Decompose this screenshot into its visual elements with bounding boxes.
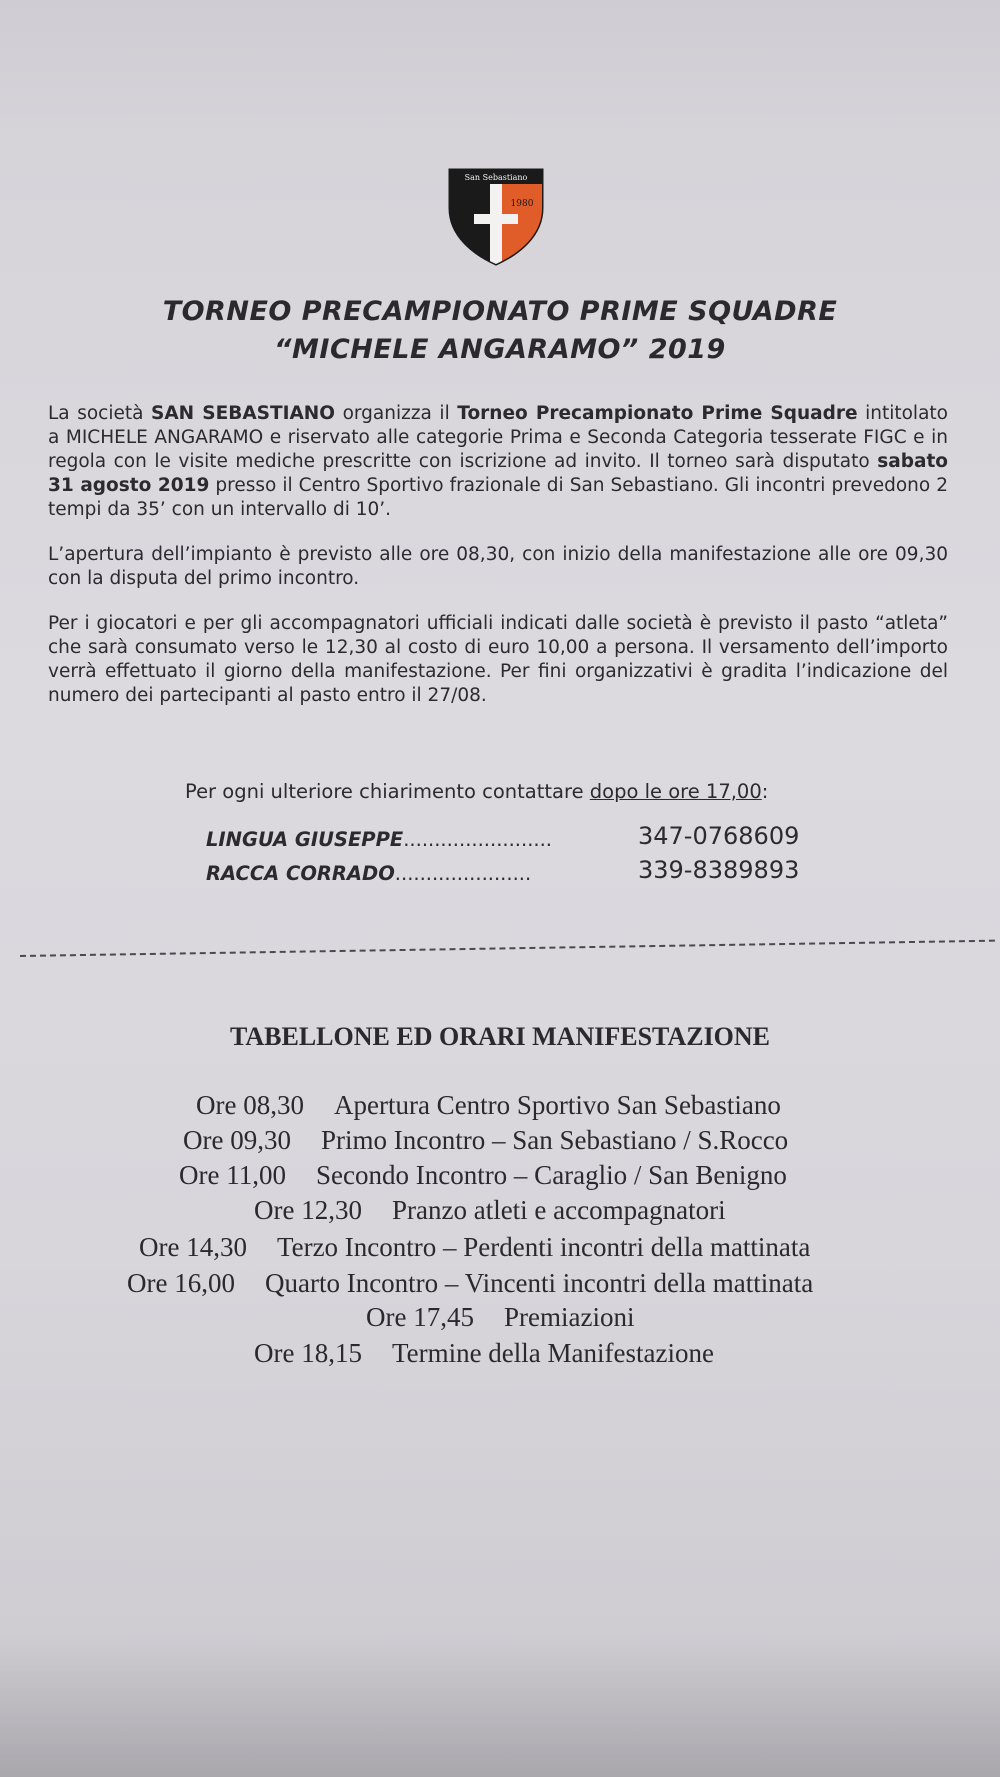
- contact-name: LINGUA GIUSEPPE: [206, 828, 404, 851]
- schedule-row: [254, 1195, 726, 1226]
- club-crest-logo: [444, 162, 548, 266]
- p1-text-3: intitolato a MICHELE ANGARAMO e riservato alle categorie Prima e Seconda Categoria tesserate FIGC e in regola con le visite mediche prescritte con iscrizione ad invito. Il torneo sarà disputato: [48, 403, 948, 472]
- contact-name: RACCA CORRADO: [206, 862, 395, 885]
- contact-intro-time: dopo le ore 17,00: [589, 780, 762, 803]
- schedule-event: Quarto Incontro – Vincenti incontri della mattinata: [264, 1268, 814, 1298]
- schedule-time: Ore 08,30: [196, 1090, 304, 1120]
- schedule-row: [196, 1090, 781, 1121]
- schedule-time: Ore 18,15: [254, 1338, 362, 1368]
- schedule-event: Termine della Manifestazione: [391, 1338, 714, 1368]
- contact-intro-text: Per ogni ulteriore chiarimento contattare: [185, 780, 590, 803]
- p1-text-1: La società: [48, 403, 152, 424]
- schedule-row: [366, 1302, 634, 1333]
- schedule-time: Ore 16,00: [127, 1268, 235, 1298]
- schedule-row: [183, 1125, 788, 1156]
- schedule-row: [179, 1160, 787, 1191]
- contact-dots: ......................: [394, 862, 532, 885]
- contact-intro-end: :: [761, 780, 769, 803]
- p1-bold-date: sabato 31 agosto 2019: [48, 451, 948, 496]
- schedule-event: Pranzo atleti e accompagnatori: [391, 1195, 726, 1225]
- main-title-line2: “MICHELE ANGARAMO” 2019: [274, 334, 726, 365]
- schedule-event: Apertura Centro Sportivo San Sebastiano: [333, 1090, 781, 1120]
- contact-phone: 347-0768609: [638, 822, 800, 850]
- main-title-line1: TORNEO PRECAMPIONATO PRIME SQUADRE: [162, 296, 838, 327]
- p1-text-4: presso il Centro Sportivo frazionale di San Sebastiano. Gli incontri prevedono 2 tempi da 35’ con un intervallo di 10’.: [48, 475, 948, 520]
- p1-text-2: organizza il: [335, 403, 458, 424]
- schedule-time: Ore 09,30: [183, 1125, 291, 1155]
- crest-top-text: San Sebastiano: [464, 173, 528, 182]
- p1-bold-tournament: Torneo Precampionato Prime Squadre: [457, 403, 858, 424]
- schedule-time: Ore 12,30: [254, 1195, 362, 1225]
- schedule-row: [139, 1232, 810, 1263]
- schedule-row: [254, 1338, 714, 1369]
- contact-row: [206, 856, 826, 885]
- contact-intro: [185, 780, 768, 803]
- contact-row: [206, 822, 826, 851]
- schedule-time: Ore 14,30: [139, 1232, 247, 1262]
- intro-paragraph-1: [48, 402, 948, 522]
- intro-paragraph-3: Per i giocatori e per gli accompagnatori ufficiali indicati dalle società è previsto il pasto “atleta” che sarà consumato verso le 12,30 al costo di euro 10,00 a persona. Il versamento dell’importo verrà effettuato il giorno della manifestazione. Per fini organizzativi è gradita l’indicazione del numero dei partecipanti al pasto entro il 27/08.: [48, 613, 948, 706]
- schedule-row: [127, 1268, 813, 1299]
- contact-dots: ........................: [403, 828, 552, 851]
- dashed-divider: [20, 940, 995, 957]
- contact-phone: 339-8389893: [638, 856, 800, 884]
- schedule-title: TABELLONE ED ORARI MANIFESTAZIONE: [229, 1022, 771, 1051]
- schedule-time: Ore 17,45: [366, 1302, 474, 1332]
- crest-year: 1980: [510, 199, 534, 209]
- schedule-event: Primo Incontro – San Sebastiano / S.Rocco: [320, 1125, 789, 1155]
- p1-bold-club: SAN SEBASTIANO: [151, 403, 335, 424]
- intro-paragraph-2: L’apertura dell’impianto è previsto alle ore 08,30, con inizio della manifestazione alle ore 09,30 con la disputa del primo incontro.: [48, 544, 948, 589]
- schedule-event: Secondo Incontro – Caraglio / San Benigno: [315, 1160, 787, 1190]
- schedule-time: Ore 11,00: [179, 1160, 286, 1190]
- schedule-event: Premiazioni: [503, 1302, 635, 1332]
- schedule-event: Terzo Incontro – Perdenti incontri della mattinata: [276, 1232, 811, 1262]
